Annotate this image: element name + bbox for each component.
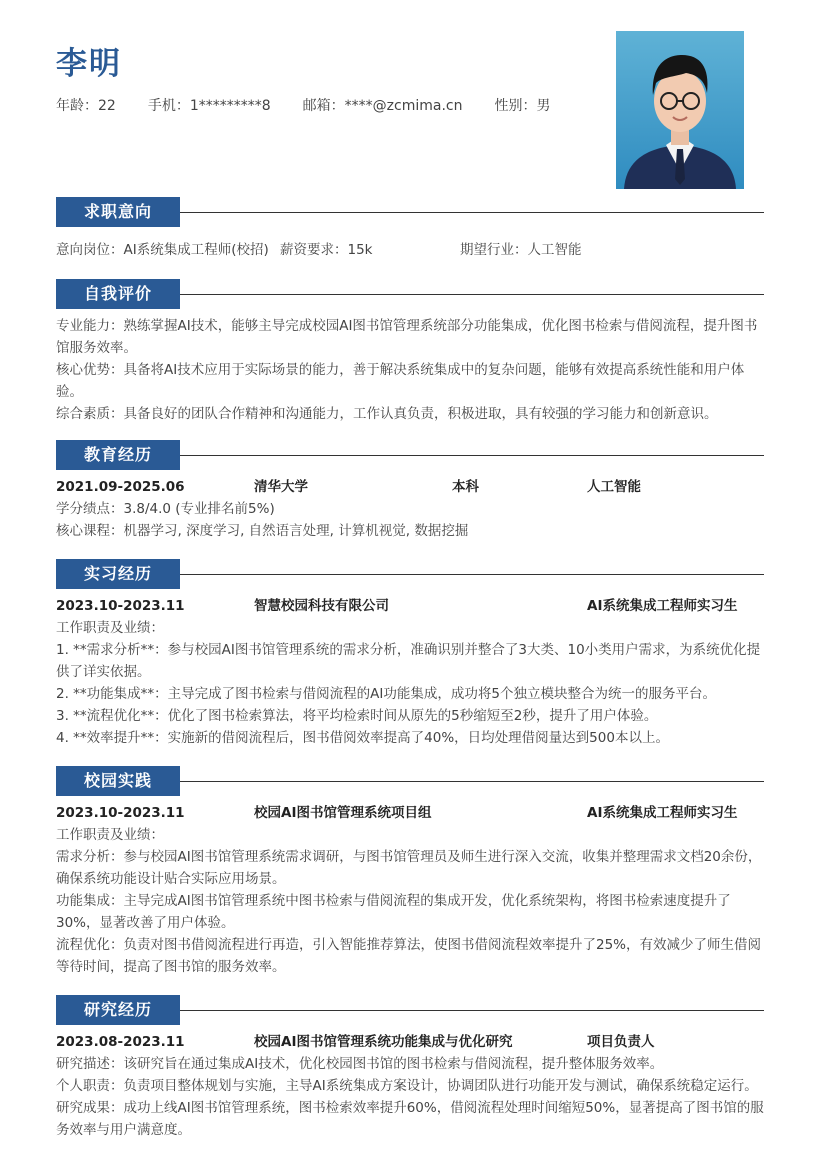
intent-row bbox=[56, 239, 764, 261]
gender: 性别：男 bbox=[494, 98, 551, 114]
divider bbox=[180, 294, 764, 295]
research-line: 研究成果：成功上线AI图书馆管理系统，图书检索效率提升60%，借阅流程处理时间缩短50%，显著提高了图书馆的服务效率与用户满意度。 bbox=[56, 1100, 764, 1138]
divider bbox=[180, 1010, 764, 1011]
section-education bbox=[56, 440, 764, 542]
intent-salary: 薪资要求：15k bbox=[280, 242, 373, 258]
research-line: 研究描述：该研究旨在通过集成AI技术，优化校园图书馆的图书检索与借阅流程，提升整体服务效率。 bbox=[56, 1056, 664, 1072]
section-header bbox=[56, 766, 764, 796]
intern-period: 2023.10-2023.11 bbox=[56, 598, 185, 614]
intern-line: 1. **需求分析**：参与校园AI图书馆管理系统的需求分析，准确识别并整合了3大类、10小类用户需求，为系统优化提供了详实依据。 bbox=[56, 642, 761, 680]
campus-role: AI系统集成工程师实习生 bbox=[587, 805, 738, 821]
section-campus bbox=[56, 766, 764, 978]
divider bbox=[180, 574, 764, 575]
section-header bbox=[56, 440, 764, 470]
section-header bbox=[56, 279, 764, 309]
intern-company: 智慧校园科技有限公司 bbox=[254, 598, 389, 614]
self-eval-line: 核心优势：具备将AI技术应用于实际场景的能力，善于解决系统集成中的复杂问题，能够有效提高系统性能和用户体验。 bbox=[56, 362, 745, 400]
edu-school: 清华大学 bbox=[254, 479, 308, 495]
campus-line: 流程优化：负责对图书借阅流程进行再造，引入智能推荐算法，使图书借阅流程效率提升了25%，有效减少了师生借阅等待时间，提高了图书馆的服务效率。 bbox=[56, 937, 762, 975]
internship-row bbox=[56, 595, 764, 617]
divider bbox=[180, 212, 764, 213]
intern-line: 工作职责及业绩： bbox=[56, 620, 164, 636]
section-header bbox=[56, 197, 764, 227]
phone: 手机：1*********8 bbox=[147, 98, 271, 114]
section-title: 研究经历 bbox=[56, 995, 180, 1025]
edu-major: 人工智能 bbox=[587, 479, 641, 495]
divider bbox=[180, 781, 764, 782]
section-header bbox=[56, 559, 764, 589]
basic-info bbox=[56, 95, 582, 115]
self-eval-line: 专业能力：熟练掌握AI技术，能够主导完成校园AI图书馆管理系统部分功能集成，优化图书检索与借阅流程，提升图书馆服务效率。 bbox=[56, 318, 758, 356]
section-title: 校园实践 bbox=[56, 766, 180, 796]
edu-period: 2021.09-2025.06 bbox=[56, 479, 185, 495]
section-title: 教育经历 bbox=[56, 440, 180, 470]
intent-position: 意向岗位：AI系统集成工程师(校招) bbox=[56, 242, 269, 258]
intent-industry: 期望行业：人工智能 bbox=[460, 242, 582, 258]
research-line: 个人职责：负责项目整体规划与实施，主导AI系统集成方案设计，协调团队进行功能开发与测试，确保系统稳定运行。 bbox=[56, 1078, 758, 1094]
self-eval-line: 综合素质：具备良好的团队合作精神和沟通能力，工作认真负责，积极进取，具有较强的学习能力和创新意识。 bbox=[56, 406, 718, 422]
section-title: 实习经历 bbox=[56, 559, 180, 589]
avatar bbox=[616, 31, 744, 189]
edu-gpa: 学分绩点：3.8/4.0 (专业排名前5%) bbox=[56, 501, 275, 517]
campus-row bbox=[56, 802, 764, 824]
intern-role: AI系统集成工程师实习生 bbox=[587, 598, 738, 614]
section-internship bbox=[56, 559, 764, 749]
section-title: 求职意向 bbox=[56, 197, 180, 227]
research-row bbox=[56, 1031, 764, 1053]
email: 邮箱：****@zcmima.cn bbox=[302, 98, 463, 114]
campus-org: 校园AI图书馆管理系统项目组 bbox=[254, 805, 432, 821]
education-row bbox=[56, 476, 764, 498]
age: 年龄：22 bbox=[56, 98, 116, 114]
research-role: 项目负责人 bbox=[587, 1034, 655, 1050]
divider bbox=[180, 455, 764, 456]
campus-line: 工作职责及业绩： bbox=[56, 827, 164, 843]
section-research bbox=[56, 995, 764, 1141]
campus-line: 功能集成：主导完成AI图书馆管理系统中图书检索与借阅流程的集成开发，优化系统架构，将图书检索速度提升了30%，显著改善了用户体验。 bbox=[56, 893, 731, 931]
campus-period: 2023.10-2023.11 bbox=[56, 805, 185, 821]
candidate-name: 李明 bbox=[56, 46, 122, 82]
section-header bbox=[56, 995, 764, 1025]
section-title: 自我评价 bbox=[56, 279, 180, 309]
section-self-eval bbox=[56, 279, 764, 425]
intern-line: 2. **功能集成**：主导完成了图书检索与借阅流程的AI功能集成，成功将5个独立模块整合为统一的服务平台。 bbox=[56, 686, 716, 702]
research-project: 校园AI图书馆管理系统功能集成与优化研究 bbox=[254, 1034, 513, 1050]
research-period: 2023.08-2023.11 bbox=[56, 1034, 185, 1050]
section-intent bbox=[56, 197, 764, 261]
intern-line: 3. **流程优化**：优化了图书检索算法，将平均检索时间从原先的5秒缩短至2秒，提升了用户体验。 bbox=[56, 708, 658, 724]
campus-line: 需求分析：参与校园AI图书馆管理系统需求调研，与图书馆管理员及师生进行深入交流，收集并整理需求文档20余份，确保系统功能设计贴合实际应用场景。 bbox=[56, 849, 762, 887]
intern-line: 4. **效率提升**：实施新的借阅流程后，图书借阅效率提高了40%，日均处理借阅量达到500本以上。 bbox=[56, 730, 669, 746]
edu-degree: 本科 bbox=[452, 479, 479, 495]
edu-courses: 核心课程：机器学习, 深度学习, 自然语言处理, 计算机视觉, 数据挖掘 bbox=[56, 523, 469, 539]
